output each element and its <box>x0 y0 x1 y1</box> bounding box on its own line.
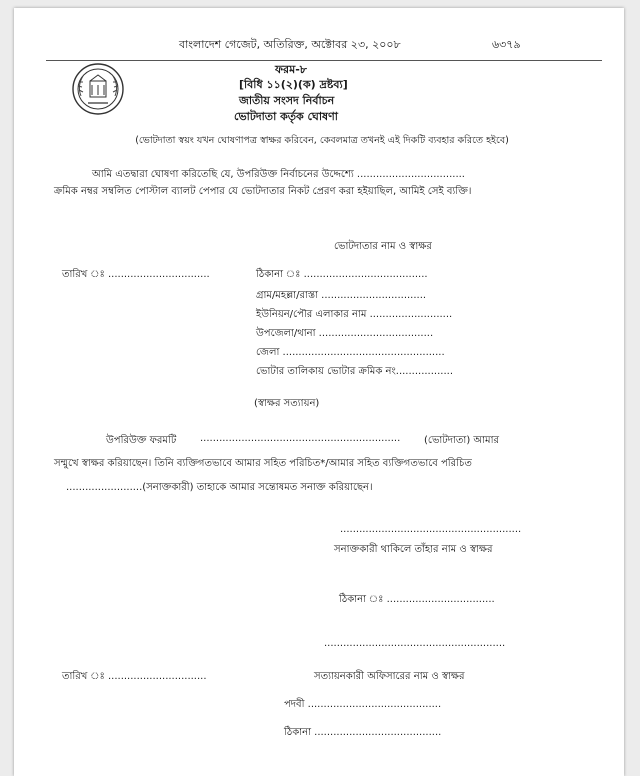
form-number: ফরম-৮ <box>275 63 307 76</box>
voter-date-field: তারিখ ঃ ................................ <box>62 269 210 280</box>
identifier-name-signature-label: সনাক্তকারী থাকিলে তাঁহার নাম ও স্বাক্ষর <box>334 544 493 555</box>
officer-date-field: তারিখ ঃ ............................... <box>62 671 207 682</box>
declaration-line-2: ক্রমিক নম্বর সম্বলিত পোস্টাল ব্যালট পেপার যে ভোটদাতার নিকট প্রেরণ করা হইয়াছিল, আমিই সেই ব্যক্তি। <box>54 186 472 197</box>
officer-address-field: ঠিকানা ........................................ <box>284 727 442 738</box>
officer-signature-dots: ......................................................... <box>324 638 506 649</box>
identifier-signature-dots: ......................................................... <box>340 524 522 535</box>
attestation-voter-dots: ............................................................... <box>200 433 401 444</box>
form-title: ভোটদাতা কর্তৃক ঘোষণা <box>234 110 338 123</box>
identifier-address-field: ঠিকানা ঃ .................................. <box>339 594 495 605</box>
voter-union-field: ইউনিয়ন/পৌর এলাকার নাম .......................... <box>256 309 453 320</box>
officer-name-signature-label: সত্যায়নকারী অফিসারের নাম ও স্বাক্ষর <box>314 671 465 682</box>
attestation-para-end: (ভোটদাতা) আমার <box>424 435 500 446</box>
rule-reference: [বিধি ১১(২)(ক) দ্রষ্টব্য] <box>239 78 348 91</box>
attestation-para-start: উপরিউক্ত ফরমটি <box>106 435 177 446</box>
attestation-heading: (স্বাক্ষর সত্যায়ন) <box>254 398 320 409</box>
header-divider <box>46 60 602 61</box>
attestation-line-3: ........................(সনাক্তকারী) তাহাকে আমার সন্তোষমত সনাক্ত করিয়াছেন। <box>66 482 373 493</box>
voter-village-field: গ্রাম/মহল্লা/রাস্তা ................................. <box>256 290 427 301</box>
election-name: জাতীয় সংসদ নির্বাচন <box>239 94 335 107</box>
voter-name-signature-label: ভোটদাতার নাম ও স্বাক্ষর <box>334 241 432 252</box>
voter-district-field: জেলা ................................................... <box>256 347 445 358</box>
government-emblem-icon <box>71 62 125 116</box>
gazette-header: বাংলাদেশ গেজেট, অতিরিক্ত, অক্টোবর ২৩, ২০০৮ <box>179 38 401 51</box>
voter-address-field: ঠিকানা ঃ ....................................... <box>256 269 428 280</box>
officer-designation-field: পদবী .......................................... <box>284 699 442 710</box>
instruction-note: (ভোটদাতা স্বয়ং যখন ঘোষণাপত্র স্বাক্ষর করিবেন, কেবলমাত্র তখনই এই দিকটি ব্যবহার করিতে হইবে) <box>135 135 509 146</box>
voter-upazila-field: উপজেলা/থানা .................................... <box>256 328 434 339</box>
attestation-line-2: সম্মুখে স্বাক্ষর করিয়াছেন। তিনি ব্যক্তিগতভাবে আমার সহিত পরিচিত*/আমার সহিত ব্যক্তিগতভাবে পরিচিত <box>54 458 472 469</box>
declaration-line-1: আমি এতদ্বারা ঘোষণা করিতেছি যে, উপরিউক্ত নির্বাচনের উদ্দেশ্যে .................................. <box>92 169 465 180</box>
voter-serial-field: ভোটার তালিকায় ভোটার ক্রমিক নং.................. <box>256 366 453 377</box>
page-number: ৬৩৭৯ <box>492 38 521 51</box>
gazette-page <box>14 8 624 776</box>
